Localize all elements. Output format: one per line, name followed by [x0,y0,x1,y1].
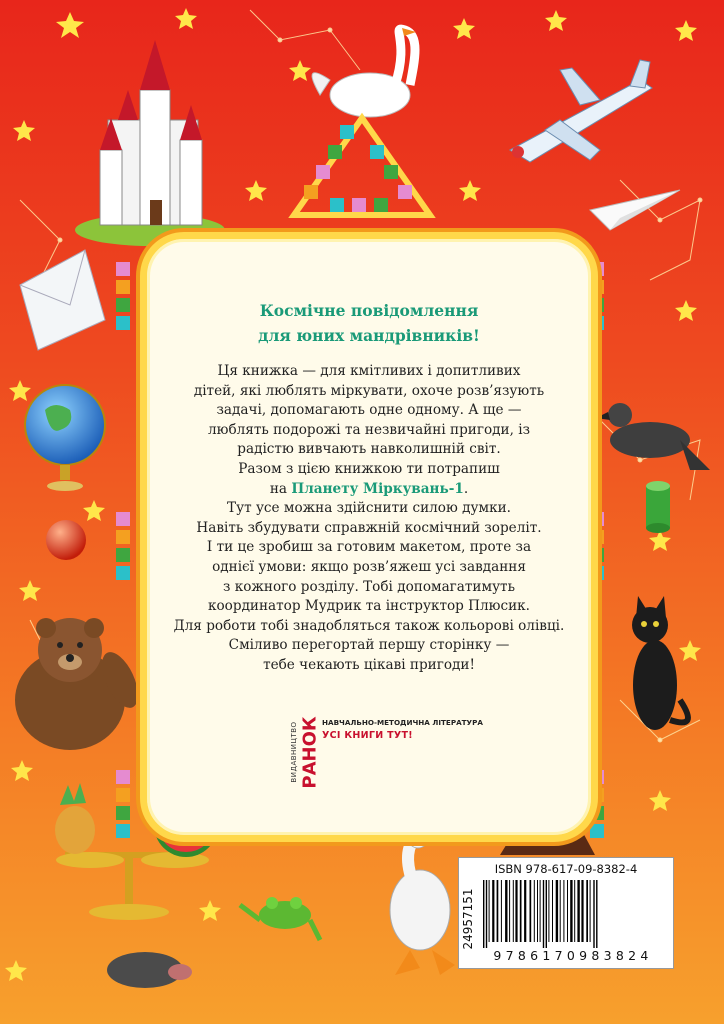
side-code [461,876,475,964]
penrose-triangle-icon [294,118,430,215]
cover-description [150,362,588,676]
barcode-bar [574,880,575,942]
barcode-bar [537,880,538,942]
star-icon [675,300,697,321]
frame-cubes-left-bottom [116,770,130,838]
publisher-slogan: УСІ КНИГИ ТУТ! [322,730,413,741]
planet-suffix: . [463,480,469,497]
publisher-name: РАНОК [299,716,321,789]
star-icon [5,960,27,981]
barcode-bar [515,880,517,942]
description-line: І ти це зробиш за готовим макетом, проте за [206,539,532,556]
barcode-bar [577,880,579,942]
heading-line-2: для юних мандрівників! [258,326,480,345]
description-line: однієї умови: якщо розв’яжеш усі завдання [212,558,526,575]
star-icon [13,120,35,141]
barcode-bar [548,880,549,942]
description-line: Ця книжка — для кмітливих і допитливих [217,363,521,379]
star-icon [545,10,567,31]
barcode-bar [534,880,535,942]
barcode-bar [563,880,564,942]
frame-cubes-left-top [116,262,130,330]
airplane-icon [510,60,652,162]
barcode-bar [543,880,544,948]
envelope-icon [20,250,105,350]
star-icon [289,60,311,81]
crow-icon [596,403,710,470]
description-line: координатор Мудрик та інструктор Плюсик. [208,598,530,615]
description-line: радістю вивчають навколишній світ. [237,441,501,458]
barcode-bar [556,880,558,942]
cover-heading [140,298,598,348]
star-icon [19,580,41,601]
barcode-bar [552,880,553,942]
barcode-bar [567,880,568,942]
star-icon [649,790,671,811]
barcode-block [458,857,674,969]
hedgehog-icon [107,952,192,988]
publisher-small-text: ВИДАВНИЦТВО [290,721,298,783]
description-line: Тут усе можна здійснити силою думки. [227,500,511,517]
bear-icon [15,618,145,750]
star-icon [11,760,33,781]
star-icon [675,20,697,41]
barcode-bar [570,880,572,942]
star-icon [56,12,84,38]
barcode-bar [530,880,532,942]
description-line: дітей, які люблять міркувати, охоче розв’язують [193,382,545,399]
barcode-bar [524,880,526,942]
barcode-bar [520,880,522,942]
description-line: Сміливо перегортай першу сторінку — [228,637,510,654]
planet-name: Планету Міркувань-1 [291,480,464,497]
barcode-bar [586,880,588,942]
description-line-planet [150,480,588,500]
red-ball-icon [46,520,86,560]
castle-icon [75,40,225,246]
frame-cubes-left-mid [116,512,130,580]
paper-plane-icon [590,190,680,230]
star-icon [453,18,475,39]
barcode-bars [481,880,667,948]
barcode-bar [489,880,490,942]
scales-icon [56,852,209,920]
description-line: Навіть збудувати справжній космічний зореліт. [196,519,542,536]
publisher-logo [298,712,320,798]
star-icon [83,500,105,521]
description-line: тебе чекають цікаві пригоди! [263,656,475,673]
description-line: Для роботи тобі знадобляться також кольорові олівці. [173,617,565,634]
star-icon [459,180,481,201]
heading-line-1: Космічне повідомлення [259,301,479,320]
barcode-bar [546,880,547,948]
planet-prefix: на [269,480,288,497]
barcode-bar [483,880,484,948]
barcode-bar [501,880,502,942]
star-icon [175,8,197,29]
frog-icon [240,897,320,940]
isbn-text: ISBN 978-617-09-8382-4 [494,862,638,876]
star-icon [649,530,671,551]
goose-icon [390,828,455,975]
barcode-bar [593,880,594,948]
description-line: з кожного розділу. Тобі допомагатимуть [223,578,515,595]
barcode-bar [492,880,494,942]
barcode-bar [560,880,561,942]
star-icon [199,900,221,921]
description-line: Разом з цією книжкою ти потрапиш [238,460,500,477]
barcode-bar [590,880,591,942]
barcode-bar [497,880,499,942]
side-code-text: 24957151 [461,888,475,950]
star-icon [679,640,701,661]
publisher-tagline: НАВЧАЛЬНО-МЕТОДИЧНА ЛІТЕРАТУРА [322,718,483,727]
barcode-bar [509,880,510,942]
ean-number: 9786170983824 [493,948,653,963]
star-icon [245,180,267,201]
black-cat-icon [632,596,688,730]
barcode-bar [486,880,487,948]
description-line: задачі, допомагають одне одному. А ще — [216,402,522,419]
barcode-bar [540,880,541,942]
star-icon [9,380,31,401]
pineapple-icon [55,783,95,854]
barcode-bar [581,880,583,942]
barcode-bar [596,880,597,948]
barcode-bar [505,880,507,942]
description-line: люблять подорожі та незвичайні пригоди, із [208,421,530,438]
barcode-bar [513,880,514,942]
green-cylinder-icon [646,481,670,533]
globe-icon [25,385,105,491]
swan-icon [312,28,416,117]
